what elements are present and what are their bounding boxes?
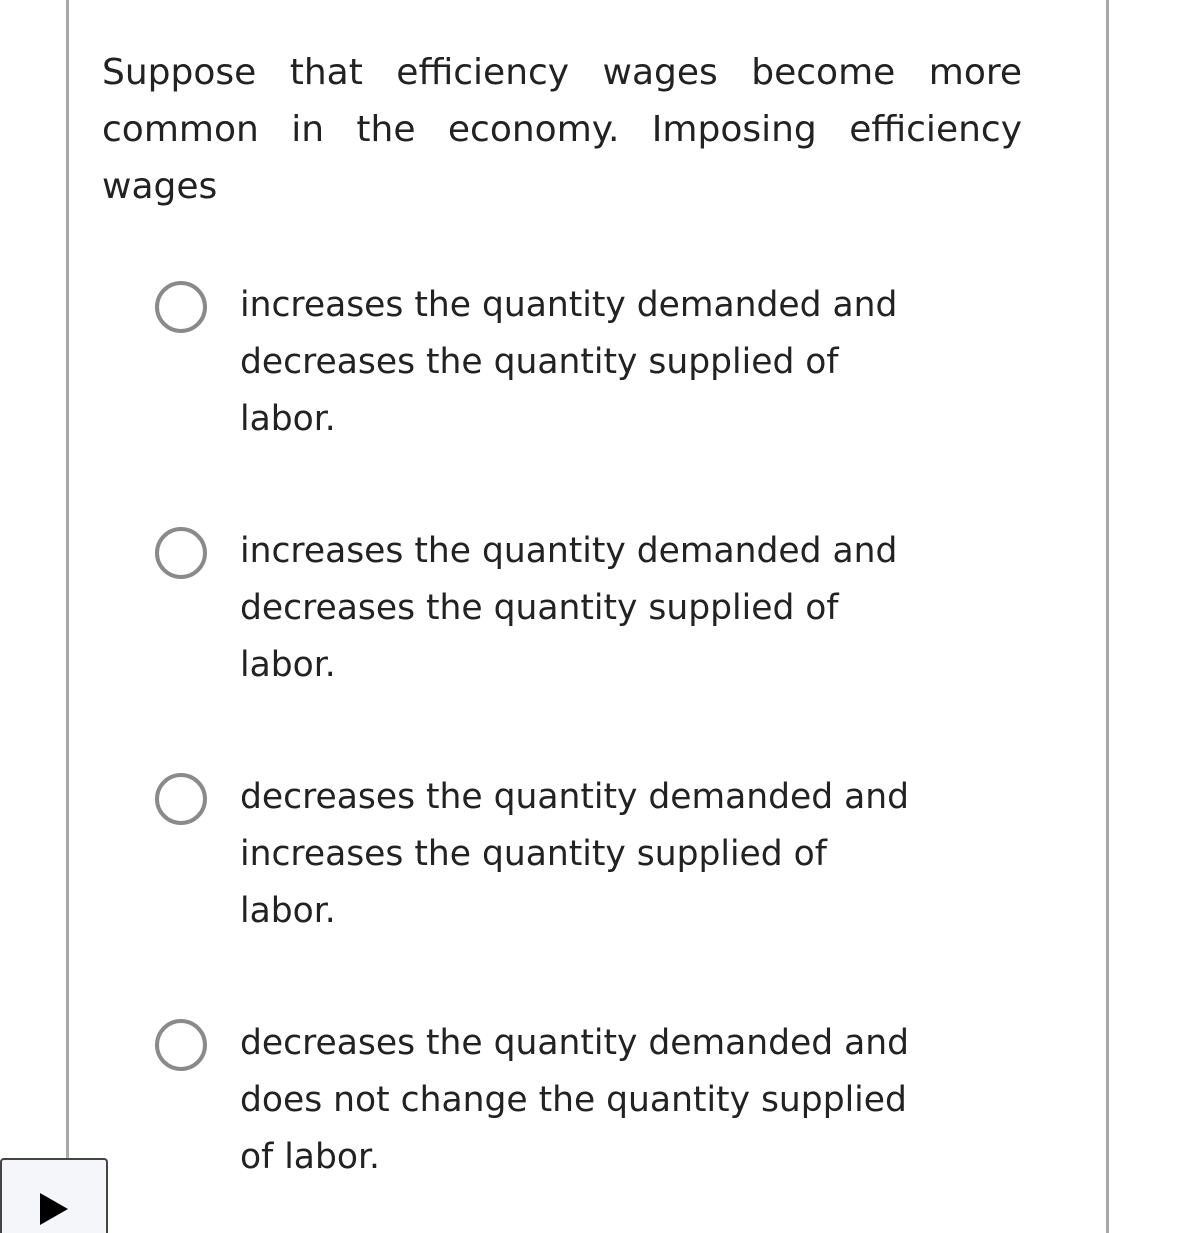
radio-unselected-icon[interactable] bbox=[155, 527, 207, 579]
radio-unselected-icon[interactable] bbox=[155, 1019, 207, 1071]
question-prompt: Suppose that efficiency wages become more common in the economy. Imposing efficiency wages bbox=[102, 52, 1022, 207]
radio-unselected-icon[interactable] bbox=[155, 773, 207, 825]
radio-unselected-icon[interactable] bbox=[155, 281, 207, 333]
play-triangle-icon bbox=[40, 1193, 68, 1225]
question-card bbox=[66, 0, 1109, 1233]
answer-option-label: decreases the quantity demanded and does not change the quantity supplied of labor. bbox=[240, 1023, 910, 1177]
side-panel-toggle-button[interactable] bbox=[0, 1158, 108, 1233]
answer-option-label: increases the quantity demanded and decreases the quantity supplied of labor. bbox=[240, 285, 898, 439]
answer-option-label: decreases the quantity demanded and increases the quantity supplied of labor. bbox=[240, 777, 910, 931]
answer-option-label: increases the quantity demanded and decreases the quantity supplied of labor. bbox=[240, 531, 898, 685]
